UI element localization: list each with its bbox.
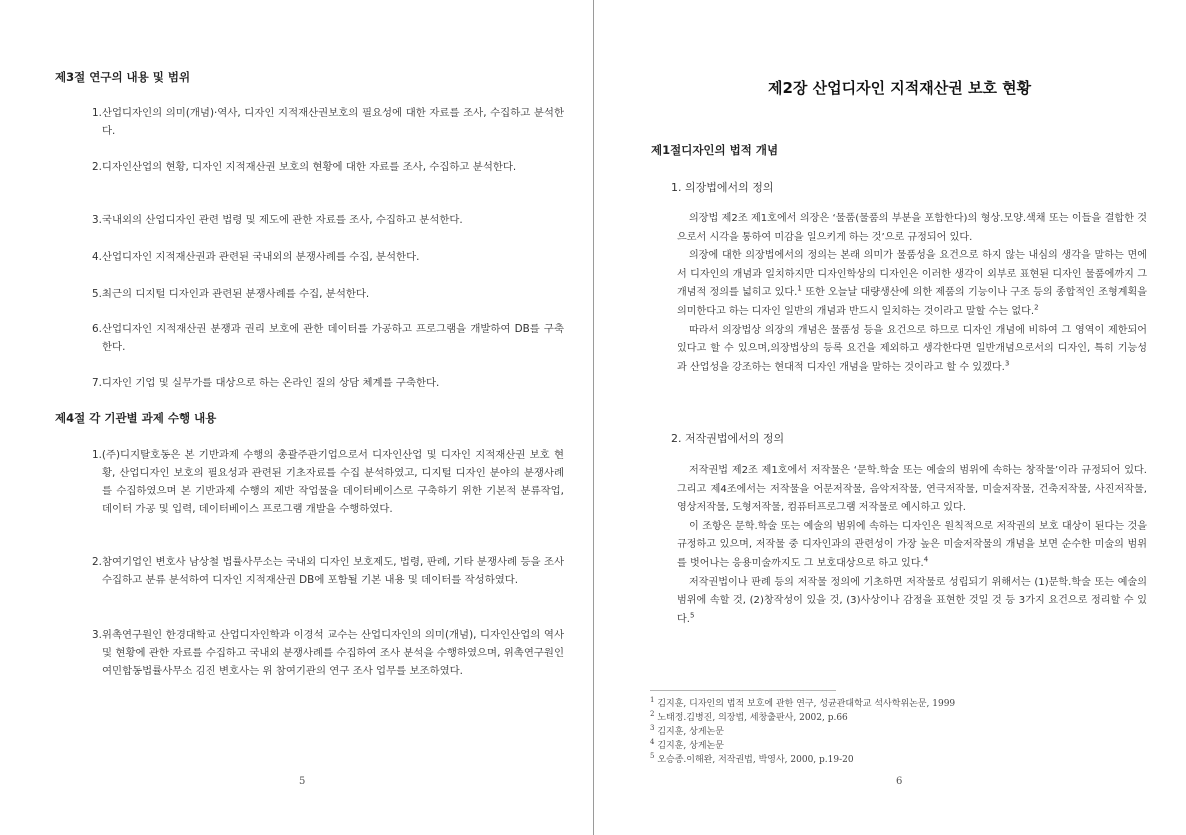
paragraph-text: 따라서 의장법상 의장의 개념은 물품성 등을 요건으로 하므로 디자인 개념에 비하여 그 영역이 제한되어 있다고 할 수 있으며,의장법상의 등록 요건을 제외하고 생각한다면 일반개념으로서의 디자인, 특히 기능성과 산업성을 강조하는 현대적 디자인 개념을 말하는 것이라고 할 수 있겠다. — [677, 324, 1147, 373]
paragraph-text: 의장에 대한 의장법에서의 정의는 본래 의미가 물품성을 요건으로 하지 않는 내심의 생각을 말하는 면에서 디자인의 개념과 일치하지만 디자인학상의 디자인은 이러한 생각이 외부로 표현된 디자인 물품에까지 그 개념적 정의를 넓히고 있다. — [677, 250, 1147, 299]
footnote — [650, 711, 955, 725]
footnote-mark: 1 — [650, 696, 655, 704]
footnote — [650, 697, 955, 711]
subsection-title: 2. 저작권법에서의 정의 — [671, 432, 785, 445]
paragraph — [677, 518, 1147, 574]
list-item: 3.위촉연구원인 한경대학교 산업디자인학과 이경석 교수는 산업디자인의 의미(개념), 디자인산업의 역사 및 현황에 관한 자료를 수집하고 국내외 분쟁사례를 수집하여 조사 분석을 수행하였으며, 위촉연구원인 여민합동법률사무소 김진 변호사는 위 참여기관의 연구 조사 업무를 보조하였다. — [92, 629, 564, 677]
paragraph — [677, 322, 1147, 378]
paragraph-text: 또한 오늘날 대량생산에 의한 제품의 기능이나 구조 등의 종합적인 조형계획을 의미한다고 하는 디자인 일반의 개념과 반드시 일치하는 것이라고 말할 수는 없다. — [677, 287, 1147, 317]
footnote-mark: 4 — [650, 738, 655, 746]
list-item: 5.최근의 디지털 디자인과 관련된 분쟁사례를 수집, 분석한다. — [92, 288, 370, 300]
page-number: 6 — [896, 776, 903, 787]
footnotes — [650, 697, 955, 767]
footnote — [650, 753, 955, 767]
list-item: 1.(주)디지탈호동은 본 기반과제 수행의 총괄주관기업으로서 디자인산업 및 디자인 지적재산권 보호 현황, 산업디자인 보호의 필요성과 관련된 기초자료를 수집 분석하였고, 디지털 디자인 분야의 분쟁사례를 수집하였으며 본 기반과제 수행의 제반 작업물을 데이터베이스로 구축하기 위한 기본적 분류작업, 데이터 가공 및 입력, 데이터베이스 프로그램 개발을 수행하였다. — [92, 449, 564, 515]
footnote-mark: 5 — [650, 752, 655, 760]
footnote — [650, 739, 955, 753]
footnote-text: 노태정.김병진, 의장법, 세창출판사, 2002, p.66 — [657, 713, 848, 723]
subsection1-body — [677, 210, 1147, 377]
paragraph-text: 이 조항은 문학.학술 또는 예술의 범위에 속하는 디자인은 원칙적으로 저작권의 보호 대상이 된다는 것을 규정하고 있으며, 저작물 중 디자인과의 관련성이 가장 높은 미술저작물의 개념을 보면 순수한 미술의 범위를 벗어나는 응용미술까지도 그 보호대상으로 하고 있다. — [677, 520, 1147, 569]
list-item: 4.산업디자인 지적재산권과 관련된 국내외의 분쟁사례를 수집, 분석한다. — [92, 251, 420, 263]
footnote-text: 김지훈, 상게논문 — [657, 727, 724, 737]
subsection2-body — [677, 462, 1147, 629]
footnote — [650, 725, 955, 739]
paragraph-text: 저작권법이나 판례 등의 저작물 정의에 기초하면 저작물로 성립되기 위해서는 (1)문학.학술 또는 예술의 범위에 속할 것, (2)창작성이 있을 것, (3)사상이나 감정을 표현한 것일 것 등 3가지 요건으로 정리할 수 있다. — [677, 576, 1147, 625]
paragraph: 의장법 제2조 제1호에서 의장은 ‘물품(물품의 부분을 포함한다)의 형상.모양.색채 또는 이들을 결합한 것으로서 시각을 통하여 미감을 일으키게 하는 것’으로 규정되어 있다. — [677, 213, 1147, 243]
list-item: 2.디자인산업의 현황, 디자인 지적재산권 보호의 현황에 대한 자료를 조사, 수집하고 분석한다. — [92, 161, 517, 173]
footnote-ref: 3 — [1004, 359, 1010, 368]
footnote-text: 김지훈, 디자인의 법적 보호에 관한 연구, 성균관대학교 석사학위논문, 1999 — [657, 699, 956, 709]
subsection-title: 1. 의장법에서의 정의 — [671, 181, 774, 194]
list-item: 1.산업디자인의 의미(개념)·역사, 디자인 지적재산권보호의 필요성에 대한 자료를 조사, 수집하고 분석한다. — [92, 107, 564, 137]
footnote-ref: 4 — [923, 555, 929, 564]
footnote-ref: 5 — [689, 611, 695, 620]
footnote-ref: 2 — [1034, 303, 1039, 312]
list-item: 3.국내외의 산업디자인 관련 법령 및 제도에 관한 자료를 조사, 수집하고 분석한다. — [92, 214, 463, 226]
list-item: 2.참여기업인 변호사 남상철 법률사무소는 국내외 디자인 보호제도, 법령, 판례, 기타 분쟁사례 등을 조사 수집하고 분류 분석하여 디자인 지적재산권 DB에 포함될 기본 내용 및 데이터를 작성하였다. — [92, 556, 564, 586]
section4-title: 제4절 각 기관별 과제 수행 내용 — [55, 411, 217, 425]
footnote-ref: 1 — [797, 285, 802, 294]
chapter-title: 제2장 산업디자인 지적재산권 보호 현황 — [768, 79, 1032, 97]
section3-title: 제3절 연구의 내용 및 범위 — [55, 70, 191, 84]
paragraph — [677, 574, 1147, 630]
footnote-text: 김지훈, 상게논문 — [657, 741, 724, 751]
footnote-mark: 2 — [650, 710, 655, 718]
right-page — [594, 0, 1186, 835]
list-item: 6.산업디자인 지적재산권 분쟁과 권리 보호에 관한 데이터를 가공하고 프로그램을 개발하여 DB를 구축한다. — [92, 323, 564, 353]
page-number: 5 — [299, 776, 306, 787]
footnote-mark: 3 — [650, 724, 655, 732]
footnote-text: 오승종.이해완, 저작권법, 박영사, 2000, p.19-20 — [657, 755, 854, 765]
paragraph — [677, 247, 1147, 321]
paragraph: 저작권법 제2조 제1호에서 저작물은 ‘문학.학술 또는 예술의 범위에 속하는 창작물’이라 규정되어 있다. 그리고 제4조에서는 저작물을 어문저작물, 음악저작물, 연극저작물, 미술저작물, 건축저작물, 사진저작물, 영상저작물, 도형저작물, 컴퓨터프로그램 저작물로 예시하고 있다. — [677, 465, 1147, 514]
list-item: 7.디자인 기업 및 실무가를 대상으로 하는 온라인 질의 상담 체계를 구축한다. — [92, 377, 440, 389]
footnote-rule — [650, 690, 836, 691]
section1-title: 제1절디자인의 법적 개념 — [651, 143, 779, 157]
